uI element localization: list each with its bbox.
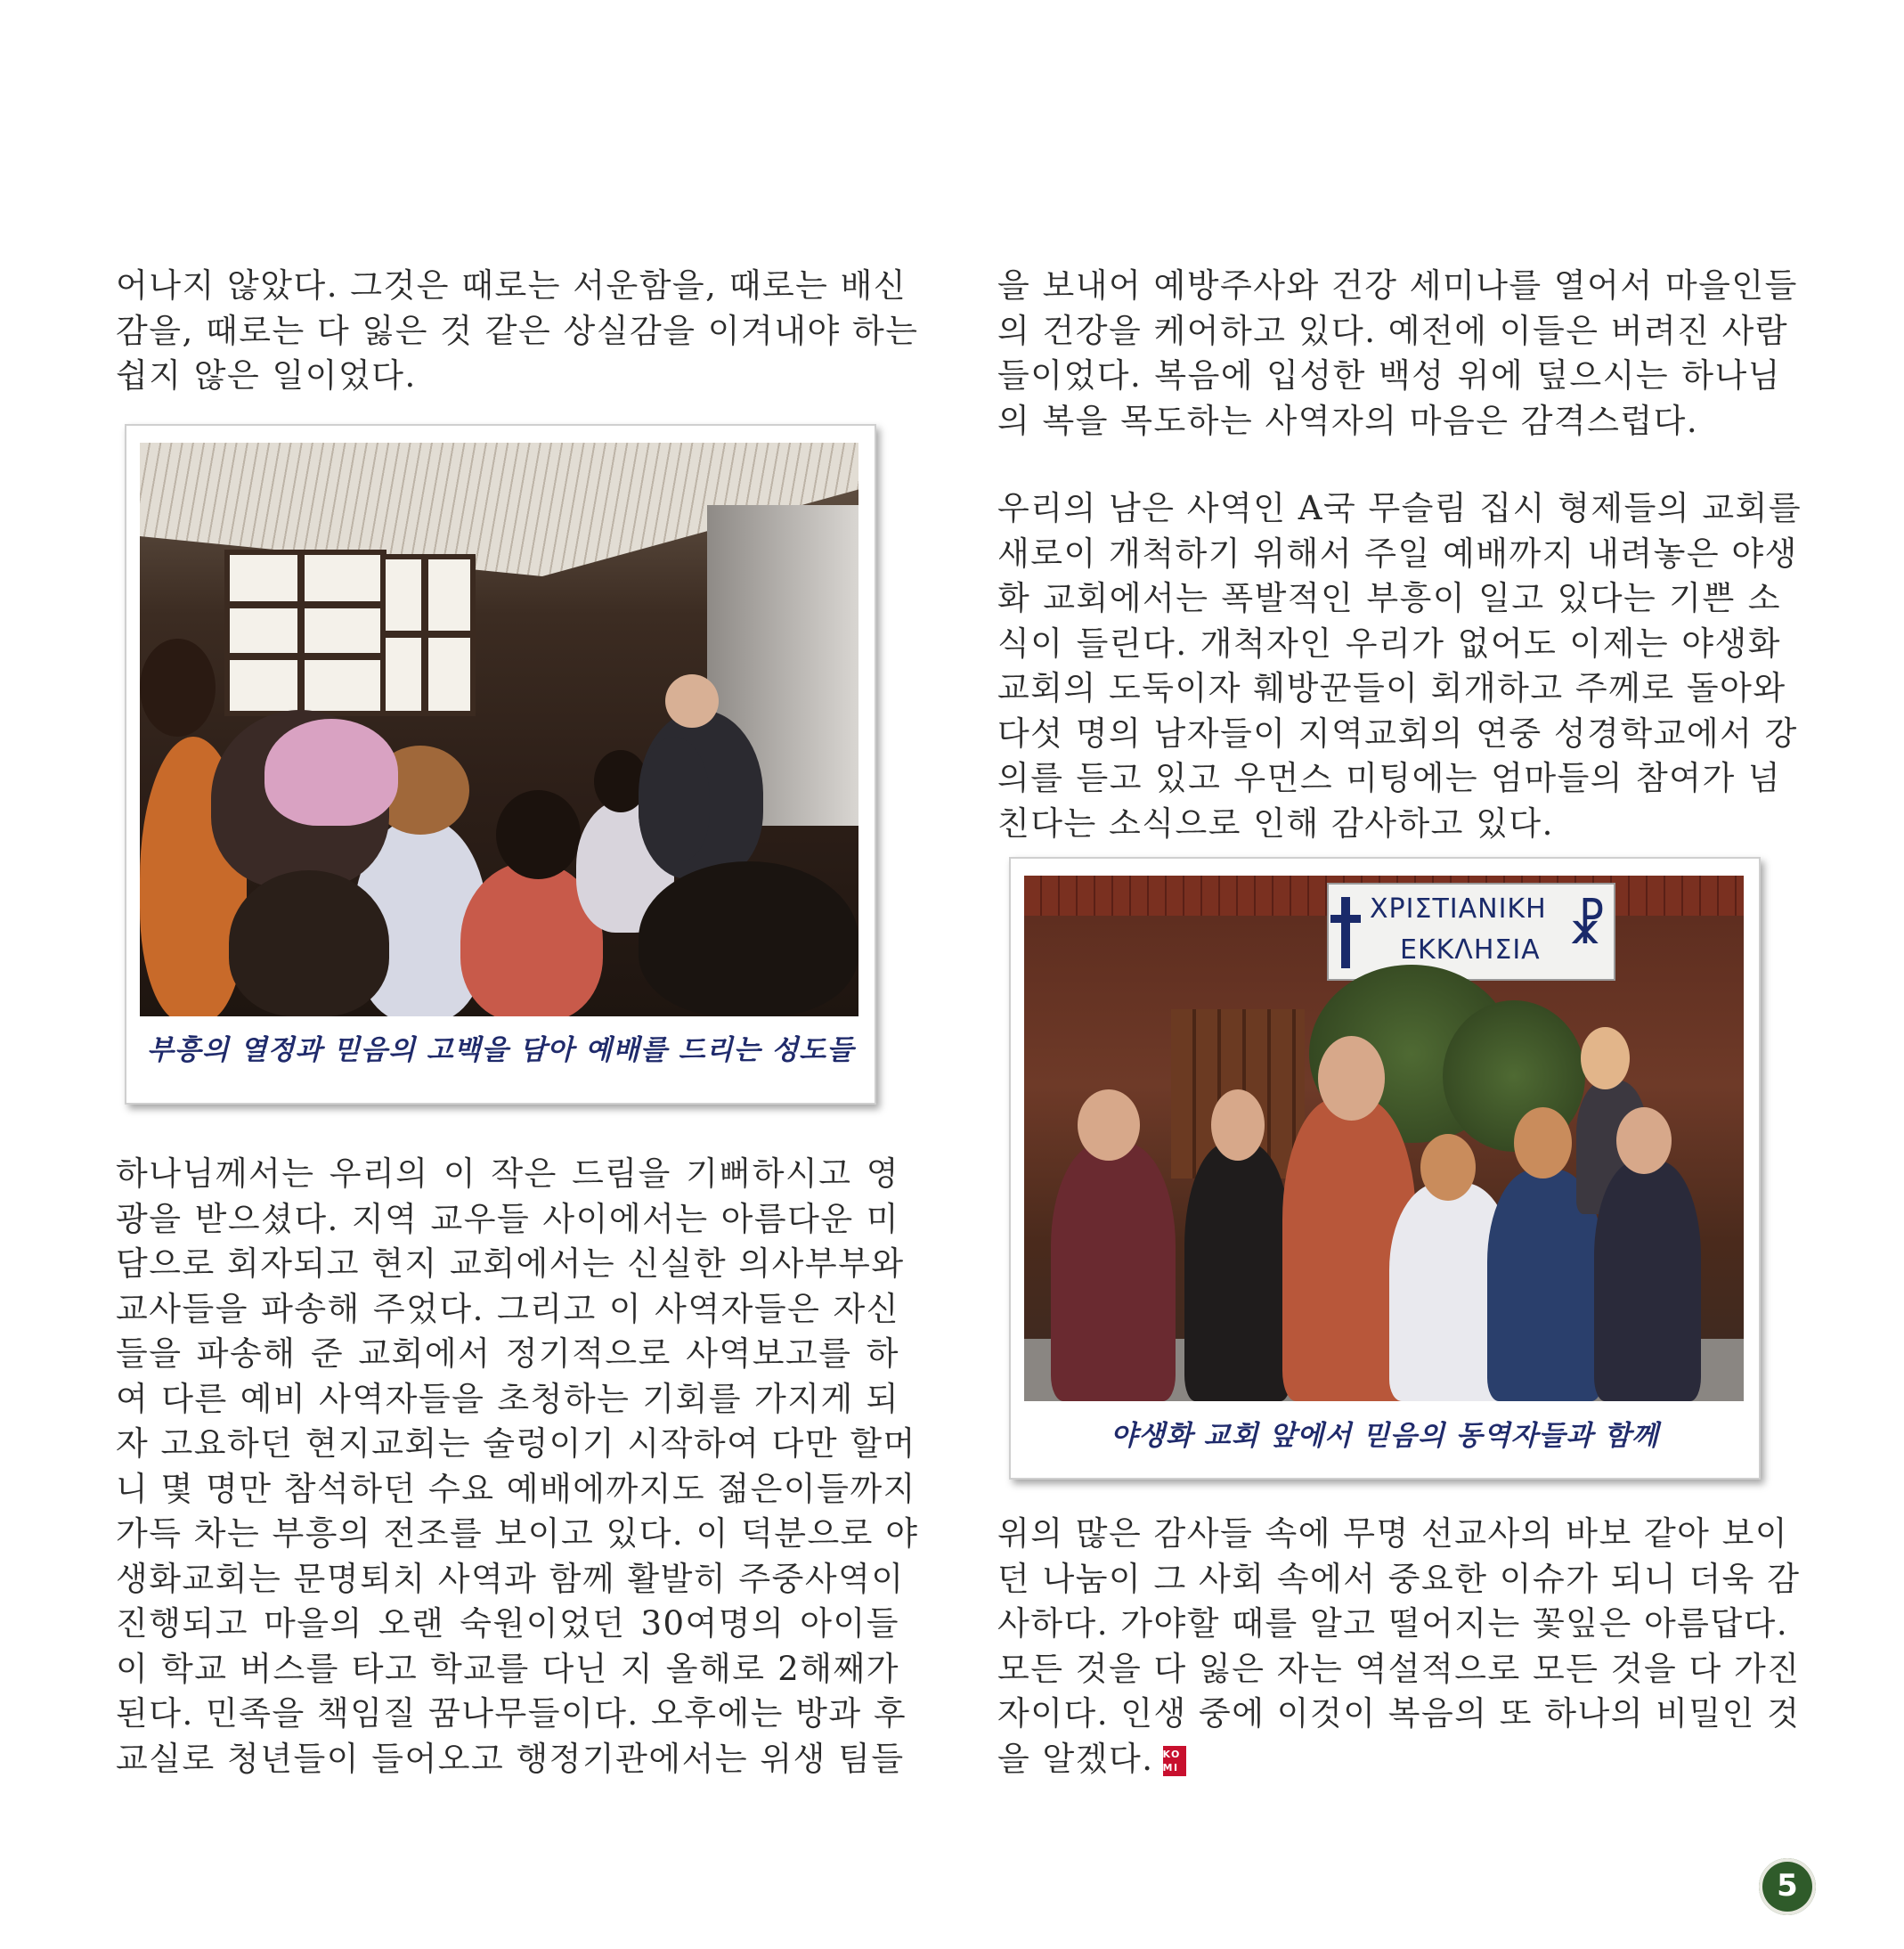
- head: [665, 674, 719, 728]
- text-line: 하나님께서는 우리의 이 작은 드림을 기뻐하시고 영: [116, 1154, 899, 1193]
- window: [224, 550, 386, 716]
- text-line: 니 몇 명만 참석하던 수요 예배에까지도 젊은이들까지: [116, 1469, 916, 1508]
- text-line: 이 학교 버스를 타고 학교를 다닌 지 올해로 2해째가: [116, 1649, 899, 1688]
- worship-photo: [140, 443, 858, 1016]
- right-column-bottom: [997, 1512, 1801, 1782]
- left-column-bottom: [116, 1152, 919, 1782]
- text-line: 사하다. 가야할 때를 알고 떨어지는 꽃잎은 아름답다.: [997, 1604, 1789, 1643]
- person: [229, 870, 389, 1016]
- right-middle-paragraph: [997, 486, 1802, 846]
- church-sign: [1327, 883, 1615, 981]
- person: [264, 719, 398, 826]
- text-line: 위의 많은 감사들 속에 무명 선교사의 바보 같아 보이: [997, 1514, 1789, 1553]
- text-line: 을 보내어 예방주사와 건강 세미나를 열어서 마을인들: [997, 266, 1798, 305]
- text-line: 우리의 남은 사역인 A국 무슬림 집시 형제들의 교회를: [997, 489, 1802, 527]
- face: [1581, 1027, 1630, 1089]
- text-line: 교실로 청년들이 들어오고 행정기관에서는 위생 팀들: [116, 1739, 905, 1778]
- person: [1051, 1143, 1176, 1401]
- worship-photo-frame: [125, 424, 876, 1105]
- face: [1078, 1089, 1140, 1161]
- face: [1318, 1036, 1385, 1121]
- head: [140, 639, 216, 737]
- text-line: 모든 것을 다 잃은 자는 역설적으로 모든 것을 다 가진: [997, 1649, 1801, 1688]
- text-line: 여 다른 예비 사역자들을 초청하는 기회를 가지게 되: [116, 1379, 899, 1418]
- text-line: 어나지 않았다. 그것은 때로는 서운함을, 때로는 배신: [116, 266, 907, 305]
- text-line: 생화교회는 문명퇴치 사역과 함께 활발히 주중사역이: [116, 1559, 905, 1598]
- left-bottom-paragraph: [116, 1152, 919, 1782]
- face: [1420, 1134, 1476, 1201]
- text-line: 된다. 민족을 책임질 꿈나무들이다. 오후에는 방과 후: [116, 1694, 907, 1733]
- right-column-middle: [997, 486, 1802, 846]
- sign-text-line1: ΧΡΙΣΤΙΑΝΙΚΗ: [1370, 893, 1547, 925]
- text-line: 가득 차는 부흥의 전조를 보이고 있다. 이 덕분으로 야: [116, 1514, 919, 1553]
- komi-end-mark-icon: KO MI: [1163, 1746, 1186, 1776]
- text-line: 담으로 회자되고 현지 교회에서는 신실한 의사부부와: [116, 1244, 905, 1283]
- page-number: 5: [1759, 1858, 1816, 1915]
- person: [1594, 1161, 1701, 1401]
- text-line-final: 을 알겠다.: [997, 1739, 1154, 1778]
- text-line: 다섯 명의 남자들이 지역교회의 연중 성경학교에서 강: [997, 714, 1798, 753]
- text-line: 자이다. 인생 중에 이것이 복음의 또 하나의 비밀인 것: [997, 1694, 1801, 1733]
- text-line: 친다는 소식으로 인해 감사하고 있다.: [997, 803, 1554, 843]
- chi-rho-icon: ☧: [1567, 898, 1607, 956]
- cross-icon: [1341, 897, 1350, 968]
- person: [639, 737, 710, 861]
- left-top-paragraph: [116, 264, 919, 399]
- text-line: 광을 받으셨다. 지역 교우들 사이에서는 아름다운 미: [116, 1199, 899, 1238]
- text-line: 들을 파송해 준 교회에서 정기적으로 사역보고를 하: [116, 1334, 899, 1373]
- sign-text-line2: ΕΚΚΛΗΣΙΑ: [1400, 934, 1541, 966]
- text-line: 교사들을 파송해 주었다. 그리고 이 사역자들은 자신: [116, 1289, 899, 1328]
- right-bottom-paragraph: [997, 1512, 1801, 1782]
- text-line: 진행되고 마을의 오랜 숙원이었던 30여명의 아이들: [116, 1604, 899, 1643]
- text-line: 의를 듣고 있고 우먼스 미팅에는 엄마들의 참여가 넘: [997, 759, 1781, 797]
- worship-photo-caption: 부흥의 열정과 믿음의 고백을 담아 예배를 드리는 성도들: [146, 1034, 855, 1066]
- right-top-paragraph: [997, 264, 1798, 444]
- church-group-photo-frame: [1009, 857, 1761, 1480]
- text-line: 화 교회에서는 폭발적인 부흥이 일고 있다는 기쁜 소: [997, 579, 1781, 617]
- text-line: 새로이 개척하기 위해서 주일 예배까지 내려놓은 야생: [997, 534, 1798, 573]
- church-group-photo: [1024, 876, 1744, 1401]
- head: [496, 790, 581, 879]
- face: [1616, 1107, 1672, 1174]
- text-line: 들이었다. 복음에 입성한 백성 위에 덮으시는 하나님: [997, 356, 1781, 395]
- text-line: 쉽지 않은 일이었다.: [116, 356, 417, 395]
- text-line: 자 고요하던 현지교회는 술렁이기 시작하여 다만 할머: [116, 1424, 916, 1463]
- text-line: 의 복을 목도하는 사역자의 마음은 감격스럽다.: [997, 401, 1699, 440]
- text-line: 감을, 때로는 다 잃은 것 같은 상실감을 이겨내야 하는: [116, 311, 919, 350]
- window: [380, 554, 476, 716]
- text-line: 의 건강을 케어하고 있다. 예전에 이들은 버려진 사람: [997, 311, 1789, 350]
- church-group-photo-caption: 야생화 교회 앞에서 믿음의 동역자들과 함께: [1111, 1420, 1659, 1452]
- right-column-top: [997, 264, 1798, 444]
- face: [1514, 1107, 1572, 1178]
- face: [1211, 1089, 1265, 1161]
- text-line: 던 나눔이 그 사회 속에서 중요한 이슈가 되니 더욱 감: [997, 1559, 1801, 1598]
- person: [1184, 1143, 1291, 1401]
- text-line: 식이 들린다. 개척자인 우리가 없어도 이제는 야생화: [997, 624, 1781, 663]
- text-line: 교회의 도둑이자 훼방꾼들이 회개하고 주께로 돌아와: [997, 669, 1786, 707]
- person: [639, 861, 858, 1016]
- left-column-top: [116, 264, 919, 399]
- text-line: [997, 1737, 1781, 1782]
